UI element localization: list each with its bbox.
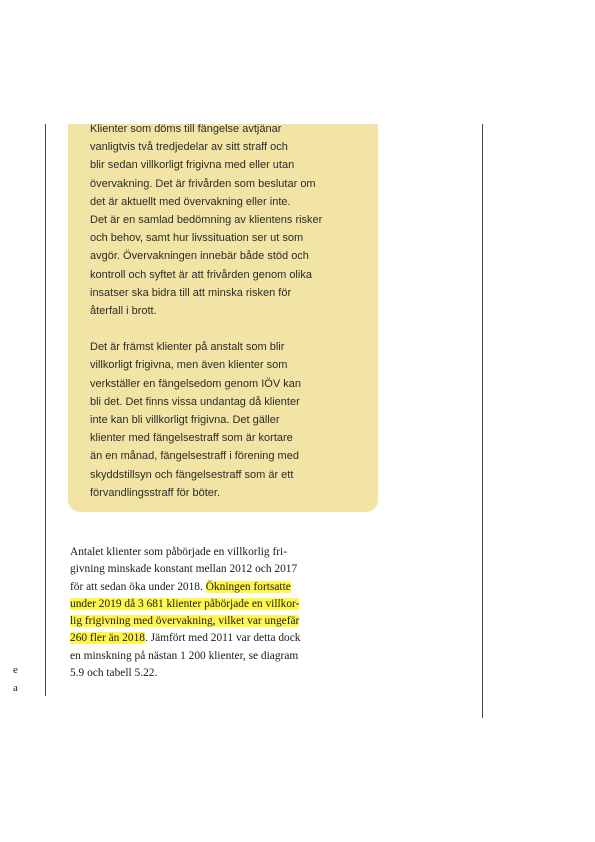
body-line	[70, 579, 390, 596]
highlighted-text: lig frigivning med övervakning, vilket var ungefär	[70, 615, 300, 628]
margin-fragment-text: e	[13, 664, 18, 676]
fact-line: verkställer en fängelsedom genom IÖV kan	[90, 377, 301, 390]
fact-line: och behov, samt hur livssituation ser ut som	[90, 232, 304, 245]
body-line	[70, 630, 390, 647]
fact-line: klienter med fängelsestraff som är kortare	[90, 432, 293, 445]
fact-line: återfall i brott.	[90, 305, 157, 318]
body-line	[70, 596, 390, 613]
fact-line: skyddstillsyn och fängelsestraff som är ett	[90, 468, 294, 481]
fact-line: avgör. Övervakningen innebär både stöd och	[90, 250, 309, 263]
fact-line: inte kan bli villkorligt frigivna. Det gäller	[90, 414, 280, 427]
highlighted-text: 260 fler än 2018	[70, 632, 145, 645]
fact-line: övervakning. Det är frivården som beslutar om	[90, 177, 316, 190]
right-margin-rule	[482, 124, 483, 718]
body-paragraph	[70, 544, 390, 682]
fact-line: blir sedan villkorligt frigivna med eller utan	[90, 159, 295, 172]
body-line	[70, 613, 390, 630]
fact-box-text	[90, 120, 375, 502]
highlighted-text: under 2019 då 3 681 klienter påbörjade en villkor-	[70, 597, 300, 610]
fact-line: Det är främst klienter på anstalt som blir	[90, 341, 285, 354]
body-line: givning minskade konstant mellan 2012 och 2017	[70, 563, 298, 576]
fact-line: vanligtvis två tredjedelar av sitt straff och	[90, 141, 288, 154]
body-text-segment: . Jämfört med 2011 var detta dock	[144, 632, 301, 645]
body-text-segment: för att sedan öka under 2018.	[70, 580, 206, 593]
body-line: en minskning på nästan 1 200 klienter, se diagram	[70, 649, 299, 662]
fact-line: kontroll och syftet är att frivården genom olika	[90, 268, 312, 281]
left-margin-rule	[45, 124, 46, 696]
fact-line: bli det. Det finns vissa undantag då klienter	[90, 395, 300, 408]
fact-line: än en månad, fängelsestraff i förening med	[90, 450, 299, 463]
body-line: 5.9 och tabell 5.22.	[70, 667, 158, 680]
fact-line: insatser ska bidra till att minska risken för	[90, 286, 292, 299]
fact-line: det är aktuellt med övervakning eller inte.	[90, 195, 291, 208]
highlighted-text: Ökningen fortsatte	[205, 580, 291, 593]
margin-fragment-text: a	[13, 682, 18, 694]
paragraph-gap	[90, 320, 375, 338]
fact-line: förvandlingsstraff för böter.	[90, 486, 221, 499]
body-line: Antalet klienter som påbörjade en villkorlig fri-	[70, 546, 287, 558]
fact-line: Klienter som döms till fängelse avtjänar	[90, 123, 282, 135]
fact-line: villkorligt frigivna, men även klienter som	[90, 359, 288, 372]
fact-line: Det är en samlad bedömning av klientens risker	[90, 214, 323, 227]
